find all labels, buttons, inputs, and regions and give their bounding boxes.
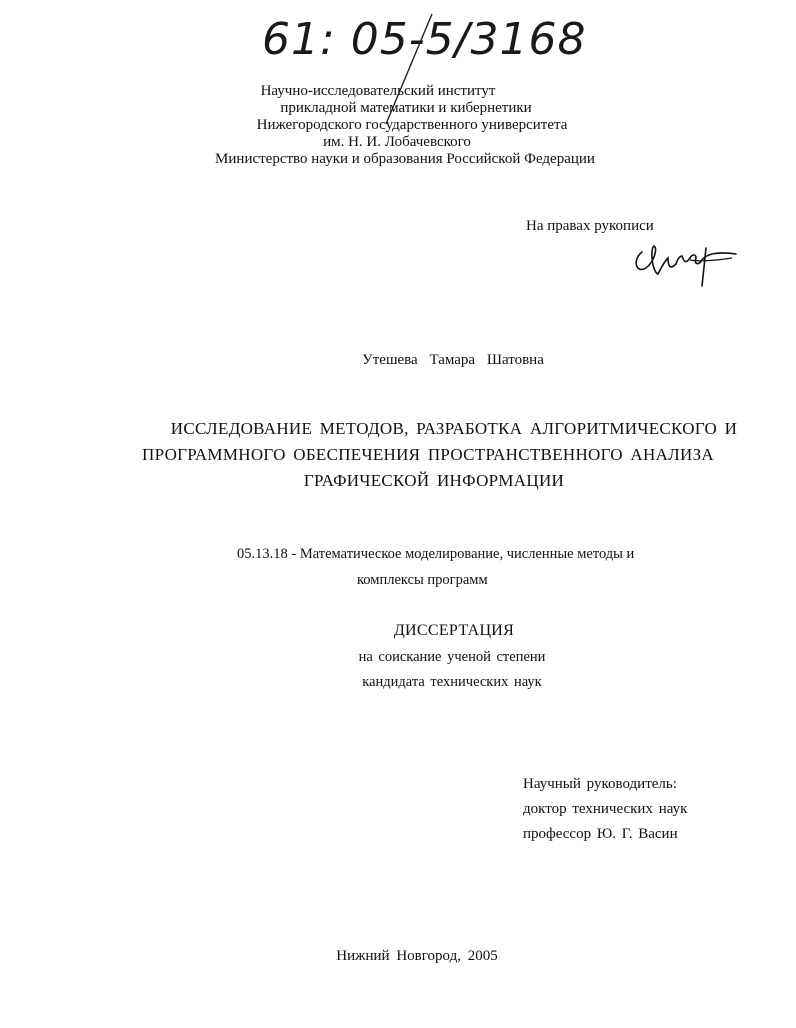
title-line-3: ГРАФИЧЕСКОЙ ИНФОРМАЦИИ xyxy=(303,471,565,490)
institution-line-1: Научно-исследовательский институт xyxy=(260,83,496,99)
author-name: Утешева Тамара Шатовна xyxy=(362,352,544,368)
institution-line-4: им. Н. И. Лобачевского xyxy=(323,134,471,150)
archive-code: 61: 05-5/3168 xyxy=(262,14,587,65)
advisor-degree: доктор технических наук xyxy=(523,801,688,817)
advisor-label: Научный руководитель: xyxy=(523,776,677,792)
handwritten-signature-icon xyxy=(632,238,742,290)
specialty-line-2: комплексы программ xyxy=(357,572,488,588)
city-year: Нижний Новгород, 2005 xyxy=(336,948,498,964)
title-line-1: ИССЛЕДОВАНИЕ МЕТОДОВ, РАЗРАБОТКА АЛГОРИТМИЧЕСКОГО И xyxy=(170,419,738,438)
dissertation-heading: ДИССЕРТАЦИЯ xyxy=(393,622,515,639)
advisor-name: профессор Ю. Г. Васин xyxy=(523,826,678,842)
institution-line-3: Нижегородского государственного университета xyxy=(256,117,568,133)
specialty-line-1: 05.13.18 - Математическое моделирование, численные методы и xyxy=(237,546,635,562)
institution-line-5: Министерство науки и образования Российской Федерации xyxy=(215,151,595,167)
title-line-2: ПРОГРАММНОГО ОБЕСПЕЧЕНИЯ ПРОСТРАНСТВЕННОГО АНАЛИЗА xyxy=(142,445,714,464)
dissertation-degree-line-1: на соискание ученой степени xyxy=(358,649,546,665)
manuscript-note: На правах рукописи xyxy=(526,218,654,234)
dissertation-degree-line-2: кандидата технических наук xyxy=(362,674,542,690)
institution-line-2: прикладной математики и кибернетики xyxy=(280,100,532,116)
